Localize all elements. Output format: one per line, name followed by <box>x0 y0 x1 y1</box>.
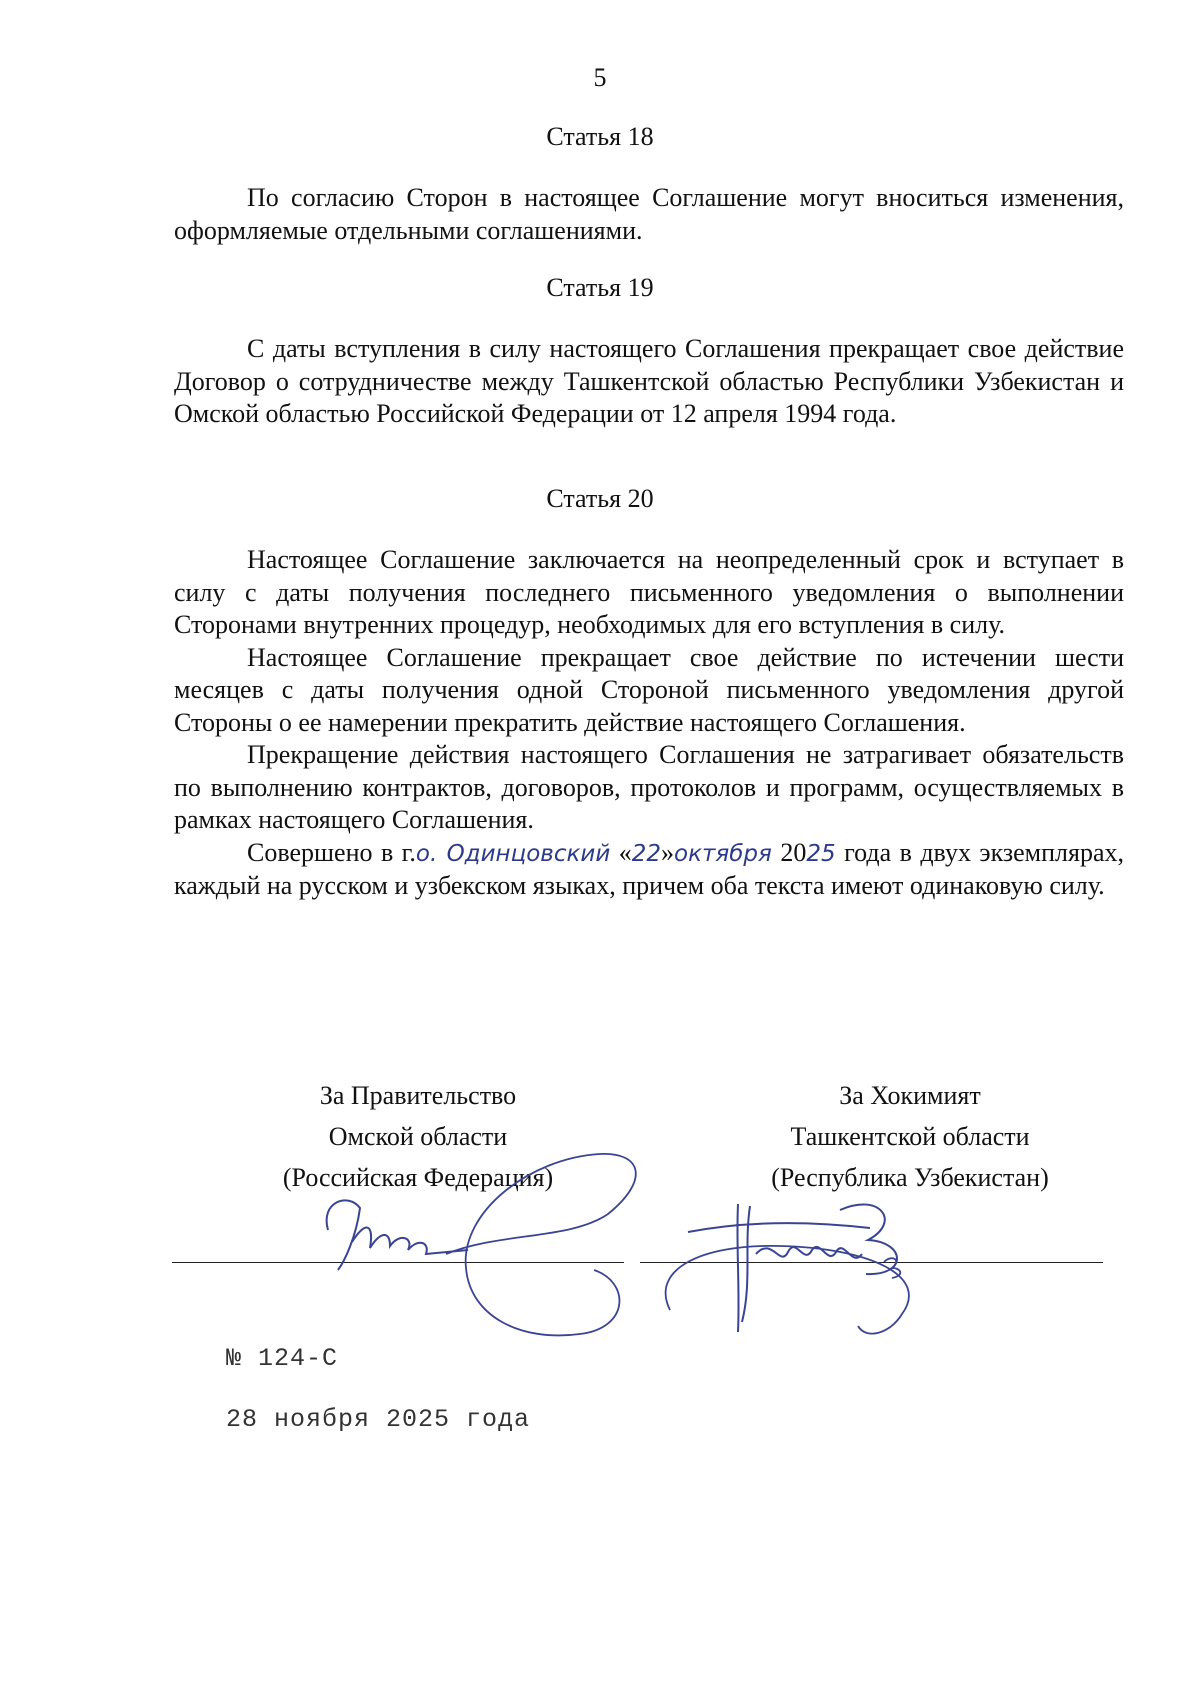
article-20-paragraph-3: Прекращение действия настоящего Соглашения не затрагивает обязательств по выполнению контрактов, договоров, протоколов и программ, осуществляемых в рамках настоящего Соглашения. <box>174 740 1124 834</box>
signatory-left-line3: (Российская Федерация) <box>282 1163 554 1192</box>
closing-paragraph <box>174 837 1124 903</box>
closing-suffix: года в двух экземплярах, каждый на русском и узбекском языках, причем оба текста имеют одинаковую силу. <box>174 837 1125 900</box>
handwritten-day: 22 <box>631 840 662 867</box>
handwritten-place: о. Одинцовский <box>415 840 611 867</box>
registration-date: 28 ноября 2025 года <box>226 1405 531 1434</box>
registration-number: № 124-С <box>226 1344 339 1373</box>
signatory-left-line1: За Правительство <box>319 1081 517 1110</box>
article-20-body <box>174 544 1124 903</box>
article-18-heading: Статья 18 <box>546 122 654 151</box>
signature-left <box>300 1150 670 1340</box>
signature-right <box>640 1150 960 1340</box>
closing-prefix: Совершено в г. <box>247 837 416 867</box>
year-prefix: 20 <box>780 837 807 867</box>
signatory-right-line2: Ташкентской области <box>790 1122 1030 1151</box>
page-number: 5 <box>593 63 607 92</box>
article-19-heading: Статья 19 <box>546 273 654 302</box>
article-18-paragraph: По согласию Сторон в настоящее Соглашение могут вноситься изменения, оформляемые отдельными соглашениями. <box>174 183 1124 245</box>
handwritten-year: 25 <box>806 840 836 867</box>
article-20-paragraph-2: Настоящее Соглашение прекращает свое действие по истечении шести месяцев с даты получения одной Стороной письменного уведомления другой Стороны о ее намерении прекратить действие настоящего Соглашения. <box>174 642 1124 737</box>
signatory-left-line2: Омской области <box>328 1122 508 1151</box>
signatory-right-line1: За Хокимият <box>839 1081 981 1110</box>
signatory-right-line3: (Республика Узбекистан) <box>771 1163 1049 1192</box>
quote-close: » <box>661 837 675 867</box>
article-20-paragraph-1: Настоящее Соглашение заключается на неопределенный срок и вступает в силу с даты получения последнего письменного уведомления о выполнении Сторонами внутренних процедур, необходимых для его вступления в силу. <box>174 545 1124 639</box>
article-19-body <box>174 333 1124 431</box>
handwritten-month: октября <box>674 840 772 867</box>
quote-open: « <box>618 837 632 867</box>
article-19-paragraph: С даты вступления в силу настоящего Соглашения прекращает свое действие Договор о сотрудничестве между Ташкентской областью Республики Узбекистан и Омской областью Российской Федерации от 12 апреля 1994 года. <box>174 334 1124 428</box>
article-18-body <box>174 182 1124 247</box>
article-20-heading: Статья 20 <box>546 484 654 513</box>
